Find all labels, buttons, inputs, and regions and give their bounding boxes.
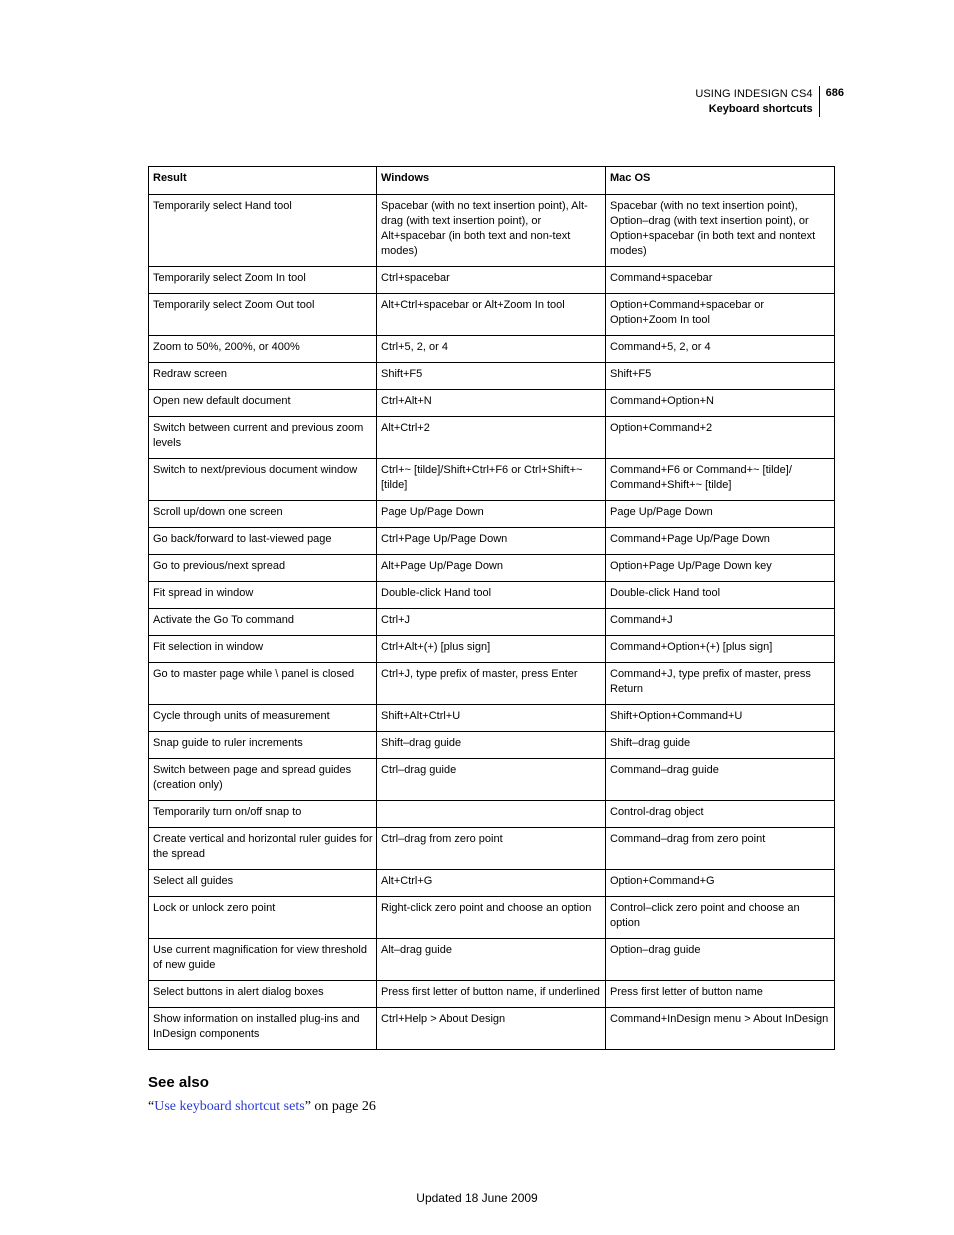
cell-windows: Page Up/Page Down	[377, 501, 606, 528]
cell-windows: Press first letter of button name, if underlined	[377, 981, 606, 1008]
table-row	[149, 459, 835, 501]
table-row	[149, 759, 835, 801]
cell-mac-os: Command+J, type prefix of master, press Return	[606, 663, 835, 705]
table-row	[149, 705, 835, 732]
table-row	[149, 294, 835, 336]
table-row	[149, 336, 835, 363]
cell-mac-os: Option+Command+spacebar or Option+Zoom In tool	[606, 294, 835, 336]
table-row	[149, 417, 835, 459]
cell-mac-os: Command–drag from zero point	[606, 828, 835, 870]
cell-windows: Spacebar (with no text insertion point), Alt-drag (with text insertion point), or Alt+spacebar (in both text and non-text modes)	[377, 195, 606, 267]
cell-mac-os: Command+spacebar	[606, 267, 835, 294]
table-row	[149, 267, 835, 294]
cell-windows: Alt+Page Up/Page Down	[377, 555, 606, 582]
cell-result: Show information on installed plug-ins and InDesign components	[149, 1008, 377, 1050]
cell-mac-os: Command+J	[606, 609, 835, 636]
cell-mac-os: Command+Option+(+) [plus sign]	[606, 636, 835, 663]
cell-windows: Ctrl–drag guide	[377, 759, 606, 801]
cell-result: Zoom to 50%, 200%, or 400%	[149, 336, 377, 363]
cell-windows: Shift+Alt+Ctrl+U	[377, 705, 606, 732]
cell-mac-os: Control–click zero point and choose an option	[606, 897, 835, 939]
cell-windows: Alt–drag guide	[377, 939, 606, 981]
cell-mac-os: Shift+F5	[606, 363, 835, 390]
cell-result: Activate the Go To command	[149, 609, 377, 636]
cell-mac-os: Command+F6 or Command+~ [tilde]/ Command+Shift+~ [tilde]	[606, 459, 835, 501]
cell-result: Go to previous/next spread	[149, 555, 377, 582]
cell-windows: Ctrl+J	[377, 609, 606, 636]
table-row	[149, 981, 835, 1008]
table-row	[149, 195, 835, 267]
page-number: 686	[825, 87, 844, 99]
table-row	[149, 501, 835, 528]
open-quote: “	[148, 1099, 155, 1114]
cell-windows: Ctrl–drag from zero point	[377, 828, 606, 870]
table-row	[149, 390, 835, 417]
cell-mac-os: Option+Command+2	[606, 417, 835, 459]
cell-mac-os: Shift+Option+Command+U	[606, 705, 835, 732]
cell-result: Select all guides	[149, 870, 377, 897]
cell-result: Go to master page while \ panel is closed	[149, 663, 377, 705]
cell-mac-os: Page Up/Page Down	[606, 501, 835, 528]
cell-windows: Ctrl+Page Up/Page Down	[377, 528, 606, 555]
cell-mac-os: Option+Command+G	[606, 870, 835, 897]
cell-result: Create vertical and horizontal ruler guides for the spread	[149, 828, 377, 870]
cell-mac-os: Double-click Hand tool	[606, 582, 835, 609]
table-row	[149, 555, 835, 582]
cell-mac-os: Command+5, 2, or 4	[606, 336, 835, 363]
cell-mac-os: Spacebar (with no text insertion point), Option–drag (with text insertion point), or Option+spacebar (in both text and nontext modes)	[606, 195, 835, 267]
table-row	[149, 801, 835, 828]
cell-mac-os: Command+Option+N	[606, 390, 835, 417]
table-row	[149, 609, 835, 636]
table-row	[149, 939, 835, 981]
cell-result: Switch between page and spread guides (creation only)	[149, 759, 377, 801]
cell-windows: Alt+Ctrl+2	[377, 417, 606, 459]
see-also-reference	[148, 1098, 376, 1116]
cell-windows: Ctrl+~ [tilde]/Shift+Ctrl+F6 or Ctrl+Shift+~ [tilde]	[377, 459, 606, 501]
table-header-row	[149, 167, 835, 195]
cell-windows: Shift+F5	[377, 363, 606, 390]
column-header-result: Result	[149, 167, 377, 195]
cell-windows: Alt+Ctrl+G	[377, 870, 606, 897]
cell-windows: Ctrl+Alt+(+) [plus sign]	[377, 636, 606, 663]
table-row	[149, 870, 835, 897]
see-also-heading: See also	[148, 1074, 209, 1091]
cell-mac-os: Command+Page Up/Page Down	[606, 528, 835, 555]
cell-mac-os: Control-drag object	[606, 801, 835, 828]
cell-result: Switch to next/previous document window	[149, 459, 377, 501]
cell-result: Temporarily turn on/off snap to	[149, 801, 377, 828]
cell-windows: Ctrl+J, type prefix of master, press Enter	[377, 663, 606, 705]
cell-windows: Ctrl+Help > About Design	[377, 1008, 606, 1050]
page-reference: ” on page 26	[304, 1099, 376, 1114]
table-row	[149, 582, 835, 609]
see-also-section	[148, 1073, 376, 1116]
running-header	[695, 86, 844, 117]
table-row	[149, 897, 835, 939]
cell-result: Lock or unlock zero point	[149, 897, 377, 939]
cell-result: Temporarily select Hand tool	[149, 195, 377, 267]
table-row	[149, 363, 835, 390]
cell-mac-os: Shift–drag guide	[606, 732, 835, 759]
header-text-block	[695, 86, 819, 117]
cell-result: Fit selection in window	[149, 636, 377, 663]
column-header-windows: Windows	[377, 167, 606, 195]
header-section: Keyboard shortcuts	[708, 103, 813, 115]
cell-mac-os: Command–drag guide	[606, 759, 835, 801]
cell-windows: Shift–drag guide	[377, 732, 606, 759]
cell-windows: Double-click Hand tool	[377, 582, 606, 609]
table-row	[149, 663, 835, 705]
cell-mac-os: Option–drag guide	[606, 939, 835, 981]
cell-result: Fit spread in window	[149, 582, 377, 609]
cell-windows: Ctrl+5, 2, or 4	[377, 336, 606, 363]
cell-windows	[377, 801, 606, 828]
column-header-mac-os: Mac OS	[606, 167, 835, 195]
cell-windows: Ctrl+Alt+N	[377, 390, 606, 417]
cell-result: Scroll up/down one screen	[149, 501, 377, 528]
cell-result: Use current magnification for view threshold of new guide	[149, 939, 377, 981]
table-row	[149, 1008, 835, 1050]
cell-result: Snap guide to ruler increments	[149, 732, 377, 759]
see-also-link[interactable]: Use keyboard shortcut sets	[154, 1099, 305, 1114]
table-row	[149, 828, 835, 870]
table-row	[149, 528, 835, 555]
cell-mac-os: Option+Page Up/Page Down key	[606, 555, 835, 582]
cell-result: Cycle through units of measurement	[149, 705, 377, 732]
cell-result: Go back/forward to last-viewed page	[149, 528, 377, 555]
cell-result: Temporarily select Zoom Out tool	[149, 294, 377, 336]
cell-result: Open new default document	[149, 390, 377, 417]
cell-result: Temporarily select Zoom In tool	[149, 267, 377, 294]
cell-mac-os: Press first letter of button name	[606, 981, 835, 1008]
cell-result: Redraw screen	[149, 363, 377, 390]
page-footer: Updated 18 June 2009	[416, 1191, 538, 1205]
table-body	[149, 195, 835, 1050]
header-title: USING INDESIGN CS4	[695, 88, 813, 100]
cell-mac-os: Command+InDesign menu > About InDesign	[606, 1008, 835, 1050]
cell-windows: Right-click zero point and choose an option	[377, 897, 606, 939]
table-row	[149, 636, 835, 663]
cell-result: Switch between current and previous zoom levels	[149, 417, 377, 459]
table-row	[149, 732, 835, 759]
cell-windows: Ctrl+spacebar	[377, 267, 606, 294]
cell-windows: Alt+Ctrl+spacebar or Alt+Zoom In tool	[377, 294, 606, 336]
shortcut-table	[148, 166, 835, 1050]
cell-result: Select buttons in alert dialog boxes	[149, 981, 377, 1008]
